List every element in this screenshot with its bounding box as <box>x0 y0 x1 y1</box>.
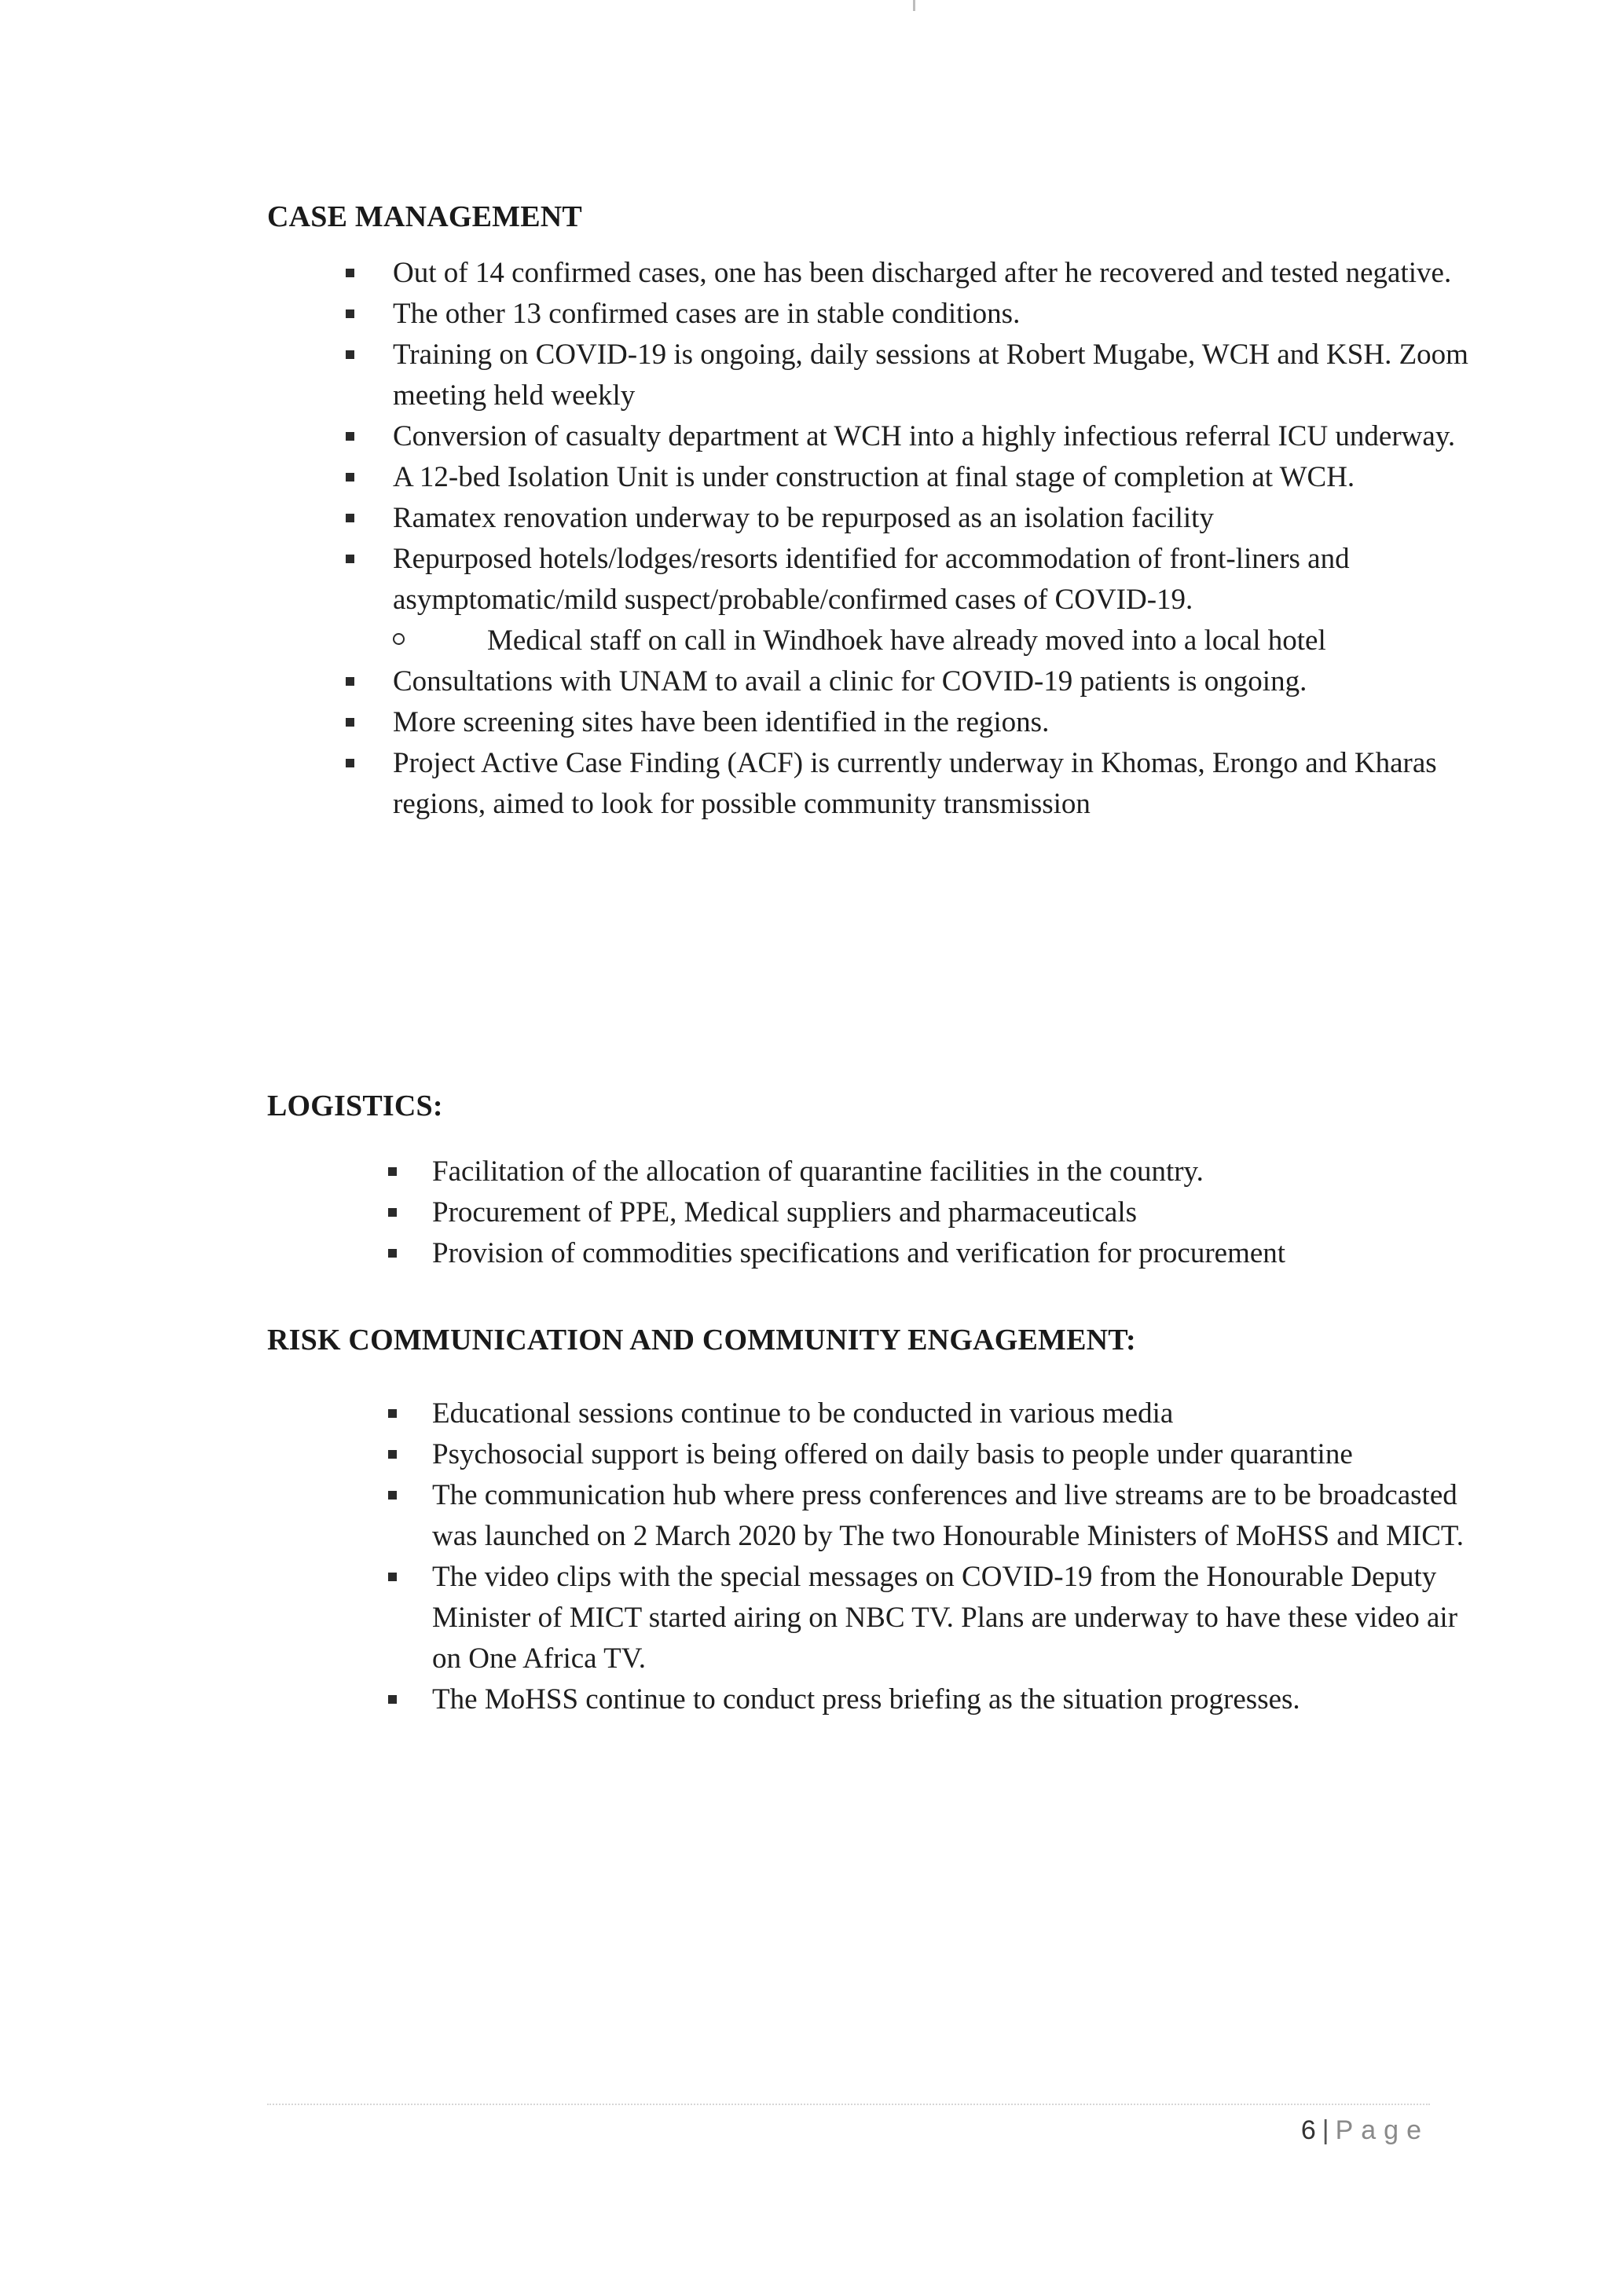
scan-artifact-mark <box>913 0 915 11</box>
square-bullet-icon <box>346 473 354 482</box>
case-management-list <box>393 253 1477 825</box>
square-bullet-icon <box>346 759 354 767</box>
section-logistics <box>267 1086 1477 1274</box>
square-bullet-icon <box>346 309 354 318</box>
list-item: More screening sites have been identified in the regions. <box>393 702 1477 743</box>
risk-communication-list <box>432 1393 1477 1720</box>
logistics-list <box>432 1152 1477 1274</box>
list-item: Procurement of PPE, Medical suppliers and pharmaceuticals <box>432 1192 1477 1233</box>
list-item: A 12-bed Isolation Unit is under construction at final stage of completion at WCH. <box>393 457 1477 498</box>
list-item: Ramatex renovation underway to be repurposed as an isolation facility <box>393 498 1477 539</box>
square-bullet-icon <box>346 432 354 441</box>
section-case-management <box>267 196 1477 825</box>
list-item: Provision of commodities specifications and verification for procurement <box>432 1233 1477 1274</box>
list-item: The MoHSS continue to conduct press briefing as the situation progresses. <box>432 1679 1477 1720</box>
square-bullet-icon <box>346 555 354 563</box>
page-footer <box>1301 2111 1429 2149</box>
square-bullet-icon <box>388 1249 397 1258</box>
sub-list-item: Medical staff on call in Windhoek have already moved into a local hotel <box>487 621 1477 661</box>
list-item: Consultations with UNAM to avail a clinic for COVID-19 patients is ongoing. <box>393 661 1477 702</box>
square-bullet-icon <box>388 1208 397 1217</box>
square-bullet-icon <box>388 1695 397 1704</box>
list-item: Conversion of casualty department at WCH into a highly infectious referral ICU underway. <box>393 416 1477 457</box>
page-label: Page <box>1335 2115 1429 2145</box>
footer-separator: | <box>1322 2115 1329 2145</box>
list-item: Psychosocial support is being offered on daily basis to people under quarantine <box>432 1434 1477 1475</box>
list-item: Educational sessions continue to be conducted in various media <box>432 1393 1477 1434</box>
list-item: Repurposed hotels/lodges/resorts identified for accommodation of front-liners and asymptomatic/mild suspect/probable/confirmed cases of COVID-19. Medical staff on call in Windhoek have already moved into a local hotel <box>393 539 1477 661</box>
square-bullet-icon <box>388 1573 397 1581</box>
square-bullet-icon <box>346 677 354 686</box>
page-number: 6 <box>1300 2115 1316 2145</box>
square-bullet-icon <box>388 1491 397 1500</box>
list-item: Facilitation of the allocation of quarantine facilities in the country. <box>432 1152 1477 1192</box>
square-bullet-icon <box>388 1167 397 1176</box>
heading-risk-communication: RISK COMMUNICATION AND COMMUNITY ENGAGEMENT: <box>267 1324 1136 1357</box>
square-bullet-icon <box>388 1409 397 1418</box>
list-item: Training on COVID-19 is ongoing, daily sessions at Robert Mugabe, WCH and KSH. Zoom meeting held weekly <box>393 335 1477 416</box>
square-bullet-icon <box>346 269 354 277</box>
list-item: The video clips with the special messages on COVID-19 from the Honourable Deputy Minister of MICT started airing on NBC TV. Plans are underway to have these video air on One Africa TV. <box>432 1557 1477 1679</box>
square-bullet-icon <box>346 718 354 727</box>
list-item: Project Active Case Finding (ACF) is currently underway in Khomas, Erongo and Kharas regions, aimed to look for possible community transmission <box>393 743 1477 825</box>
square-bullet-icon <box>346 350 354 359</box>
heading-logistics: LOGISTICS: <box>267 1089 443 1122</box>
hollow-circle-bullet-icon <box>393 633 405 645</box>
section-risk-communication <box>267 1320 1477 1720</box>
sub-list <box>393 621 1477 661</box>
list-item: Out of 14 confirmed cases, one has been discharged after he recovered and tested negative. <box>393 253 1477 294</box>
list-item: The other 13 confirmed cases are in stable conditions. <box>393 294 1477 335</box>
square-bullet-icon <box>346 514 354 522</box>
footer-divider <box>267 2104 1430 2105</box>
heading-case-management: CASE MANAGEMENT <box>267 200 582 233</box>
square-bullet-icon <box>388 1450 397 1459</box>
list-item: The communication hub where press conferences and live streams are to be broadcasted was launched on 2 March 2020 by The two Honourable Ministers of MoHSS and MICT. <box>432 1475 1477 1557</box>
